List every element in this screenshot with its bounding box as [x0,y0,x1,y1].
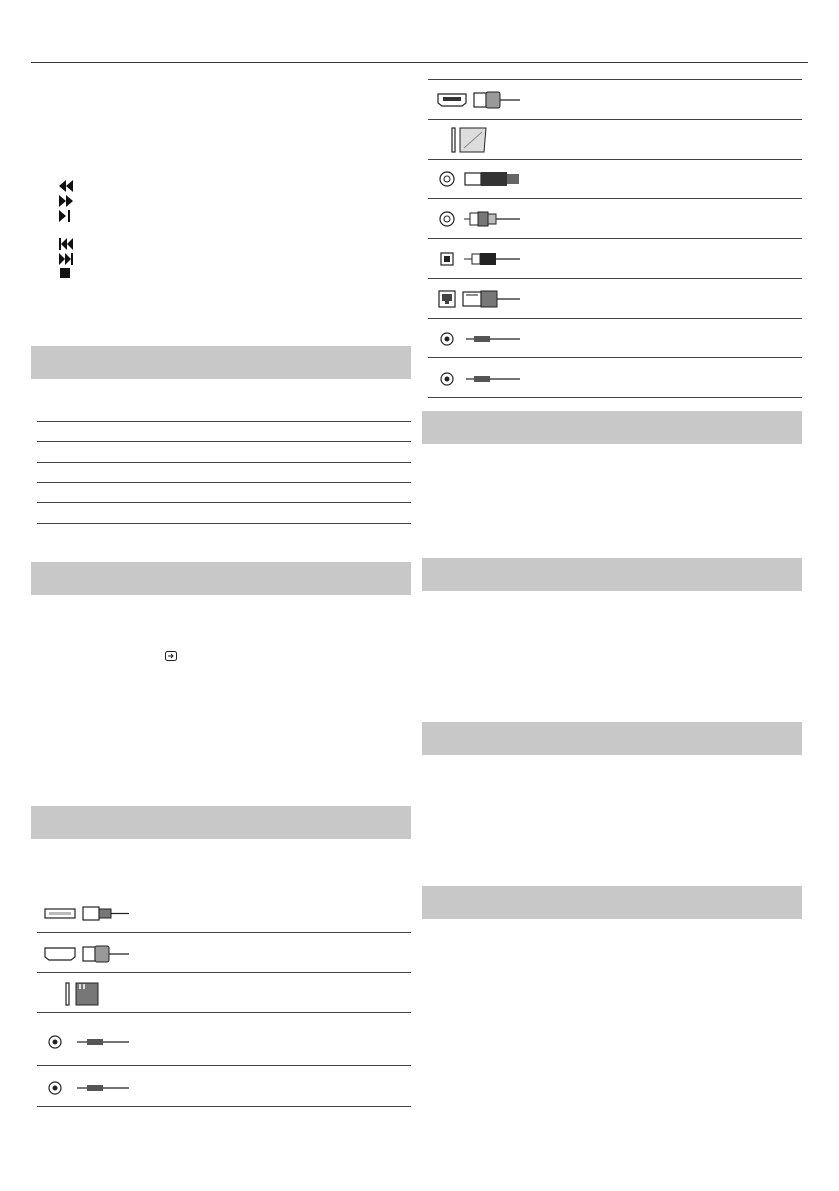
antenna-socket-icon [440,172,454,186]
hdmi-connector-row [436,88,526,112]
hdmi-port-icon [438,94,466,106]
fast-forward-icon [59,195,73,209]
optical-plug-icon [464,253,520,265]
mini-jack-plug-icon [77,1085,129,1091]
hdmi-plug-icon [474,92,520,108]
section-band-6 [422,722,802,755]
connector-row-divider [428,79,802,80]
optical-connector-row [436,247,526,271]
section-band-3 [31,806,411,839]
skip-next-icon [59,253,73,267]
connector-row-divider [428,397,802,398]
usb-port-icon [45,909,75,918]
connector-row-divider [428,318,802,319]
sd-card-icon [76,983,98,1005]
card-slot-icon [66,983,69,1005]
ci-connector-row [446,124,496,154]
skip-previous-icon [59,238,73,252]
rewind-icon [59,180,73,194]
antenna-plug-icon [465,172,519,186]
ci-slot-icon [452,128,455,152]
connector-row-divider [428,238,802,239]
connector-row-divider [428,278,802,279]
table-row-divider [37,523,411,524]
connector-row-divider [37,1012,411,1013]
header-rule [31,62,808,63]
connector-row-divider [37,972,411,973]
audio-jack-icon [49,1082,61,1094]
card-connector-row [58,981,118,1007]
f-connector-plug-icon [464,212,520,226]
connector-row-divider [428,159,802,160]
table-row-divider [37,502,411,503]
section-band-4 [422,411,802,444]
optical-port-icon [441,253,453,265]
connector-row-divider [37,932,411,933]
lan-port-icon [439,291,455,307]
connector-row-divider [37,1065,411,1066]
section-band-5 [422,558,802,591]
connector-row-divider [37,1106,411,1107]
audio-jack-icon [441,333,453,345]
audio-connector-row [436,327,526,351]
stop-icon [60,268,74,282]
mini-jack-plug-icon [77,1039,129,1045]
hdmi-plug-icon [83,946,129,962]
table-row-divider [37,441,411,442]
audio-jack-icon [49,1036,61,1048]
usb-connector-row [43,902,133,926]
section-band-2 [31,562,411,595]
audio-jack-icon [441,373,453,385]
input-source-icon [165,648,177,658]
play-pause-icon [59,210,73,224]
connector-row-divider [428,198,802,199]
section-band-7 [422,886,802,919]
satellite-connector-row [436,207,526,231]
audio-connector-row [43,1030,133,1054]
audio-connector-row [436,367,526,391]
audio-connector-row [43,1076,133,1100]
connector-row-divider [428,357,802,358]
hdmi-port-icon [45,948,75,960]
table-row-divider [37,421,411,422]
satellite-socket-icon [440,212,454,226]
mini-jack-plug-icon [466,336,520,342]
antenna-connector-row [436,167,526,191]
mini-jack-plug-icon [466,376,520,382]
section-band-1 [31,346,411,379]
ci-card-icon [460,128,486,152]
connector-row-divider [428,119,802,120]
lan-plug-icon [463,291,520,307]
table-row-divider [37,462,411,463]
hdmi-connector-row [43,942,133,966]
lan-connector-row [436,287,526,311]
usb-plug-icon [83,907,129,920]
table-row-divider [37,482,411,483]
